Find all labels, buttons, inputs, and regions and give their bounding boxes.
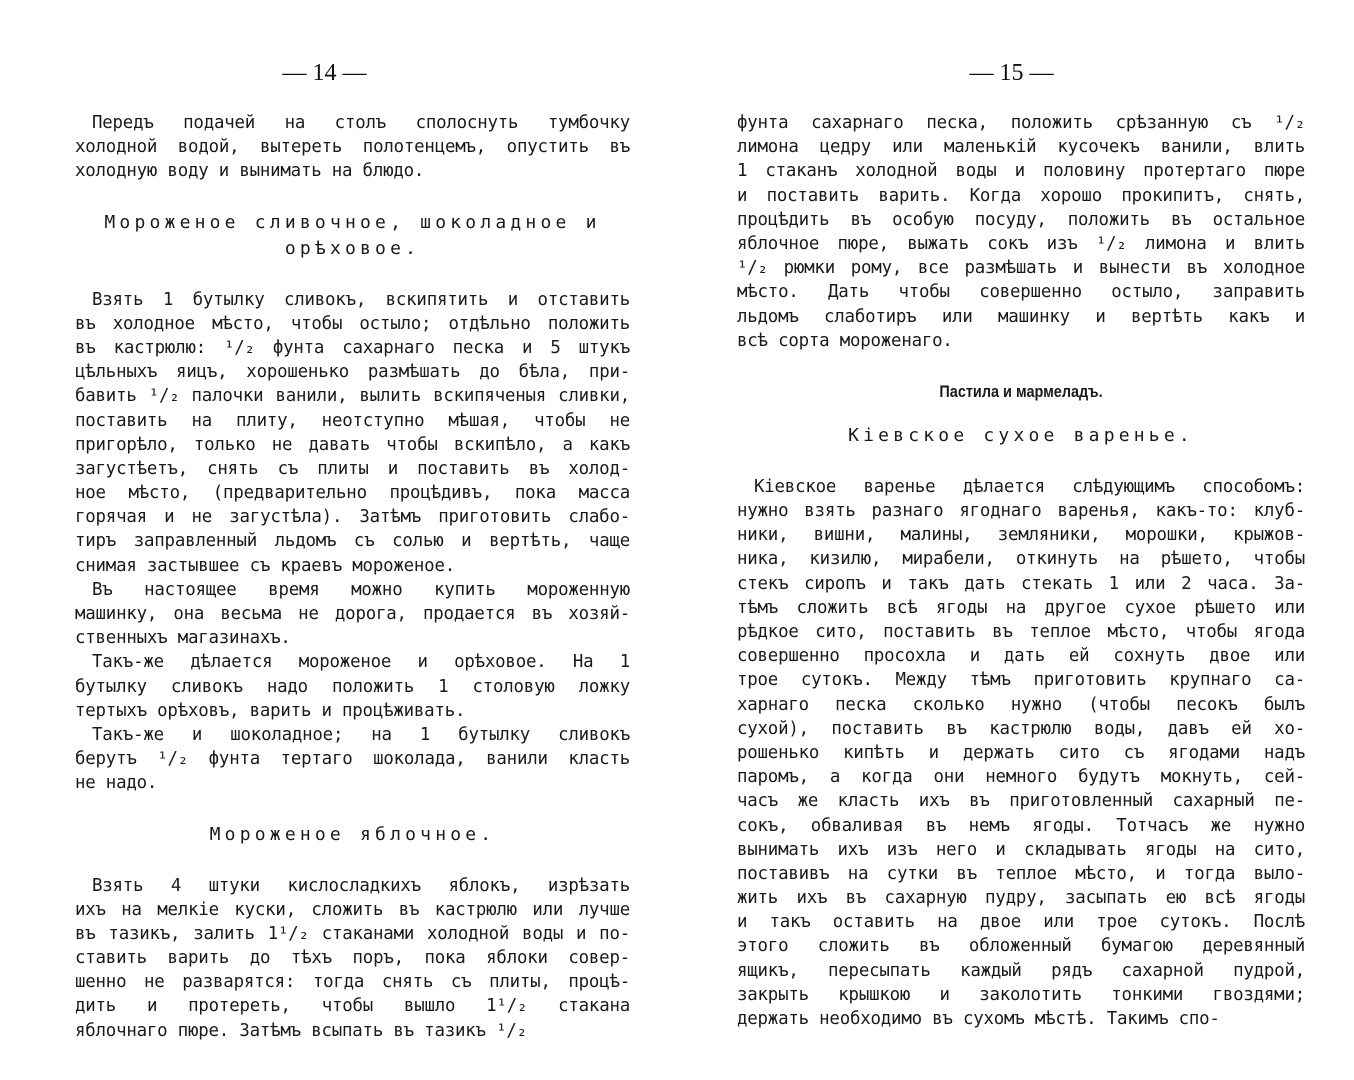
text-line: пригорѣло, только не давать чтобы вскипѣло, а какъ xyxy=(75,434,630,455)
text-line: рошенько кипѣть и держать сито съ ягодами надъ xyxy=(737,742,1305,763)
page-number: — 15 — xyxy=(969,60,1054,86)
text-line: вынимать ихъ изъ него и складывать ягоды на сито, xyxy=(737,839,1305,860)
text-line: нужно взять разнаго ягоднаго варенья, какъ-то: клуб- xyxy=(737,501,1305,522)
recipe-title-line: орѣховое. xyxy=(284,237,421,259)
text-line: бутылку сливокъ надо положить 1 столовую ложку xyxy=(75,676,630,697)
text-line: въ тазикъ, залить 1¹/₂ стаканами холодной воды и по- xyxy=(75,923,630,944)
text-line: загустѣетъ, снять съ плиты и поставить въ холод- xyxy=(75,458,630,479)
text-line: этого сложить въ обложенный бумагою деревянный xyxy=(737,936,1305,957)
text-line: яблочнаго пюре. Затѣмъ всыпать въ тазикъ ¹/₂ xyxy=(75,1020,527,1041)
text-line: Кіевское варенье дѣлается слѣдующимъ способомъ: xyxy=(754,476,1305,497)
text-column xyxy=(75,111,630,1043)
text-line: тѣмъ сложить всѣ ягоды на другое сухое рѣшето или xyxy=(737,597,1305,618)
recipe-title-line: Мороженое яблочное. xyxy=(209,823,496,845)
text-line: берутъ ¹/₂ фунта тертаго шоколада, ванили класть xyxy=(75,749,630,770)
paragraph xyxy=(75,723,630,796)
paragraph xyxy=(75,650,630,723)
text-line: всѣ сорта мороженаго. xyxy=(737,330,953,351)
spacer xyxy=(75,848,630,874)
text-line: снимая застывшее съ краевъ мороженое. xyxy=(75,555,455,576)
text-line: Передъ подачей на столъ сполоснуть тумбочку xyxy=(92,113,630,133)
text-line: цѣльныхъ яицъ, хорошенько размѣшать до бѣла, при- xyxy=(75,362,630,383)
text-line: ное мѣсто, (предварительно процѣдивъ, пока масса xyxy=(75,483,630,504)
section-title xyxy=(737,379,1305,405)
paragraph xyxy=(75,288,630,578)
text-line: горячая и не загустѣла). Затѣмъ приготовить слабо- xyxy=(75,507,630,528)
text-line: ставить варить до тѣхъ поръ, пока яблоки совер- xyxy=(75,948,630,969)
text-line: ственныхъ магазинахъ. xyxy=(75,628,291,649)
page-number: — 14 — xyxy=(282,60,367,86)
text-line: Въ настоящее время можно купить мороженную xyxy=(92,579,630,600)
text-line: въ холодное мѣсто, чтобы остыло; отдѣльно положить xyxy=(75,313,630,334)
paragraph xyxy=(737,111,1305,353)
text-line: шенно не разварятся: тогда снять съ плиты, процѣ- xyxy=(75,972,630,993)
text-line: ника, кизилю, мирабели, откинуть на рѣшето, чтобы xyxy=(737,549,1305,570)
text-line: паромъ, а когда они немного будутъ мокнуть, сей- xyxy=(737,767,1305,788)
text-line: мѣсто. Дать чтобы совершенно остыло, заправить xyxy=(737,282,1305,303)
text-line: фунта сахарнаго песка, положить срѣзанную съ ¹/₂ xyxy=(737,113,1305,133)
spacer xyxy=(75,262,630,288)
recipe-title-line: Кіевское сухое варенье. xyxy=(848,424,1194,446)
text-line: жить ихъ въ сахарную пудру, засыпать ею всѣ ягоды xyxy=(737,888,1305,909)
spacer xyxy=(75,184,630,210)
text-line: сухой), поставить въ кастрюлю воды, давъ ей хо- xyxy=(737,718,1305,739)
text-line: поставивъ на сутки въ теплое мѣсто, и тогда выло- xyxy=(737,863,1305,884)
text-line: не надо. xyxy=(75,773,158,794)
text-line: холодную воду и вынимать на блюдо. xyxy=(75,161,425,182)
text-line: совершенно просохла и дать ей сохнуть двое или xyxy=(737,646,1305,667)
text-line: льдомъ слаботиръ или машинку и вертѣть какъ и xyxy=(737,306,1305,327)
text-line: тертыхъ орѣховъ, варить и процѣживать. xyxy=(75,700,466,721)
text-line: поставить на плиту, неотступно мѣшая, чтобы не xyxy=(75,410,630,431)
text-line: Взять 4 штуки кислосладкихъ яблокъ, изрѣзать xyxy=(92,875,630,896)
recipe-title xyxy=(75,210,630,262)
text-line: яблочное пюре, выжать сокъ изъ ¹/₂ лимона и влить xyxy=(737,233,1305,254)
text-line: въ кастрюлю: ¹/₂ фунта сахарнаго песка и 5 штукъ xyxy=(75,337,630,358)
text-line: Такъ-же и шоколадное; на 1 бутылку сливокъ xyxy=(92,724,630,745)
spacer xyxy=(737,353,1305,379)
right-page xyxy=(677,0,1354,1080)
text-line: и такъ оставить на двое или трое сутокъ. Послѣ xyxy=(737,912,1305,933)
text-line: закрыть крышкою и заколотить тонкими гвоздями; xyxy=(737,984,1305,1005)
text-line: держать необходимо въ сухомъ мѣстѣ. Такимъ спо- xyxy=(737,1009,1220,1029)
text-line: тиръ заправленный льдомъ съ солью и вертѣть, чаще xyxy=(75,531,630,552)
paragraph xyxy=(75,874,630,1043)
text-line: харнаго песка сколько нужно (чтобы песокъ былъ xyxy=(737,694,1305,715)
recipe-title xyxy=(75,822,630,848)
spacer xyxy=(737,449,1305,475)
text-line: 1 стаканъ холодной воды и половину протертаго пюре xyxy=(737,161,1305,182)
text-line: рѣдкое сито, поставить въ теплое мѣсто, чтобы ягода xyxy=(737,622,1305,642)
text-line: Взять 1 бутылку сливокъ, вскипятить и отставить xyxy=(92,289,630,310)
recipe-title xyxy=(737,423,1305,449)
section-title-line: Пастила и мармеладъ. xyxy=(939,381,1103,401)
text-line: Такъ-же дѣлается мороженое и орѣховое. На 1 xyxy=(92,652,630,673)
text-line: холодной водой, вытереть полотенцемъ, опустить въ xyxy=(75,137,630,158)
text-line: и поставить варить. Когда хорошо прокипитъ, снять, xyxy=(737,185,1305,206)
text-column xyxy=(737,111,1305,1031)
text-line: машинку, она весьма не дорога, продается въ хозяй- xyxy=(75,604,630,624)
text-line: ихъ на мелкіе куски, сложить въ кастрюлю или лучше xyxy=(75,899,630,920)
spacer xyxy=(75,796,630,822)
text-line: ники, вишни, малины, земляники, морошки, крыжов- xyxy=(737,525,1305,546)
paragraph xyxy=(75,578,630,651)
text-line: сокъ, обваливая въ немъ ягоды. Тотчасъ же нужно xyxy=(737,815,1305,836)
spacer xyxy=(737,405,1305,423)
paragraph xyxy=(737,475,1305,1031)
text-line: лимона цедру или маленькій кусочекъ ванили, влить xyxy=(737,137,1305,158)
paragraph xyxy=(75,111,630,184)
text-line: процѣдить въ особую посуду, положить въ остальное xyxy=(737,209,1305,230)
text-line: ящикъ, пересыпать каждый рядъ сахарной пудрой, xyxy=(737,960,1305,981)
text-line: трое сутокъ. Между тѣмъ приготовить крупнаго са- xyxy=(737,670,1305,691)
text-line: часъ же класть ихъ въ приготовленный сахарный пе- xyxy=(737,791,1305,812)
text-line: бавить ¹/₂ палочки ванили, вылить вскипяченыя сливки, xyxy=(75,386,630,407)
text-line: стекъ сиропъ и такъ дать стекать 1 или 2 часа. За- xyxy=(737,573,1305,594)
text-line: ¹/₂ рюмки рому, все размѣшать и вынести въ холодное xyxy=(737,258,1305,279)
text-line: дить и протереть, чтобы вышло 1¹/₂ стакана xyxy=(75,996,630,1017)
recipe-title-line: Мороженое сливочное, шоколадное и xyxy=(104,211,601,233)
